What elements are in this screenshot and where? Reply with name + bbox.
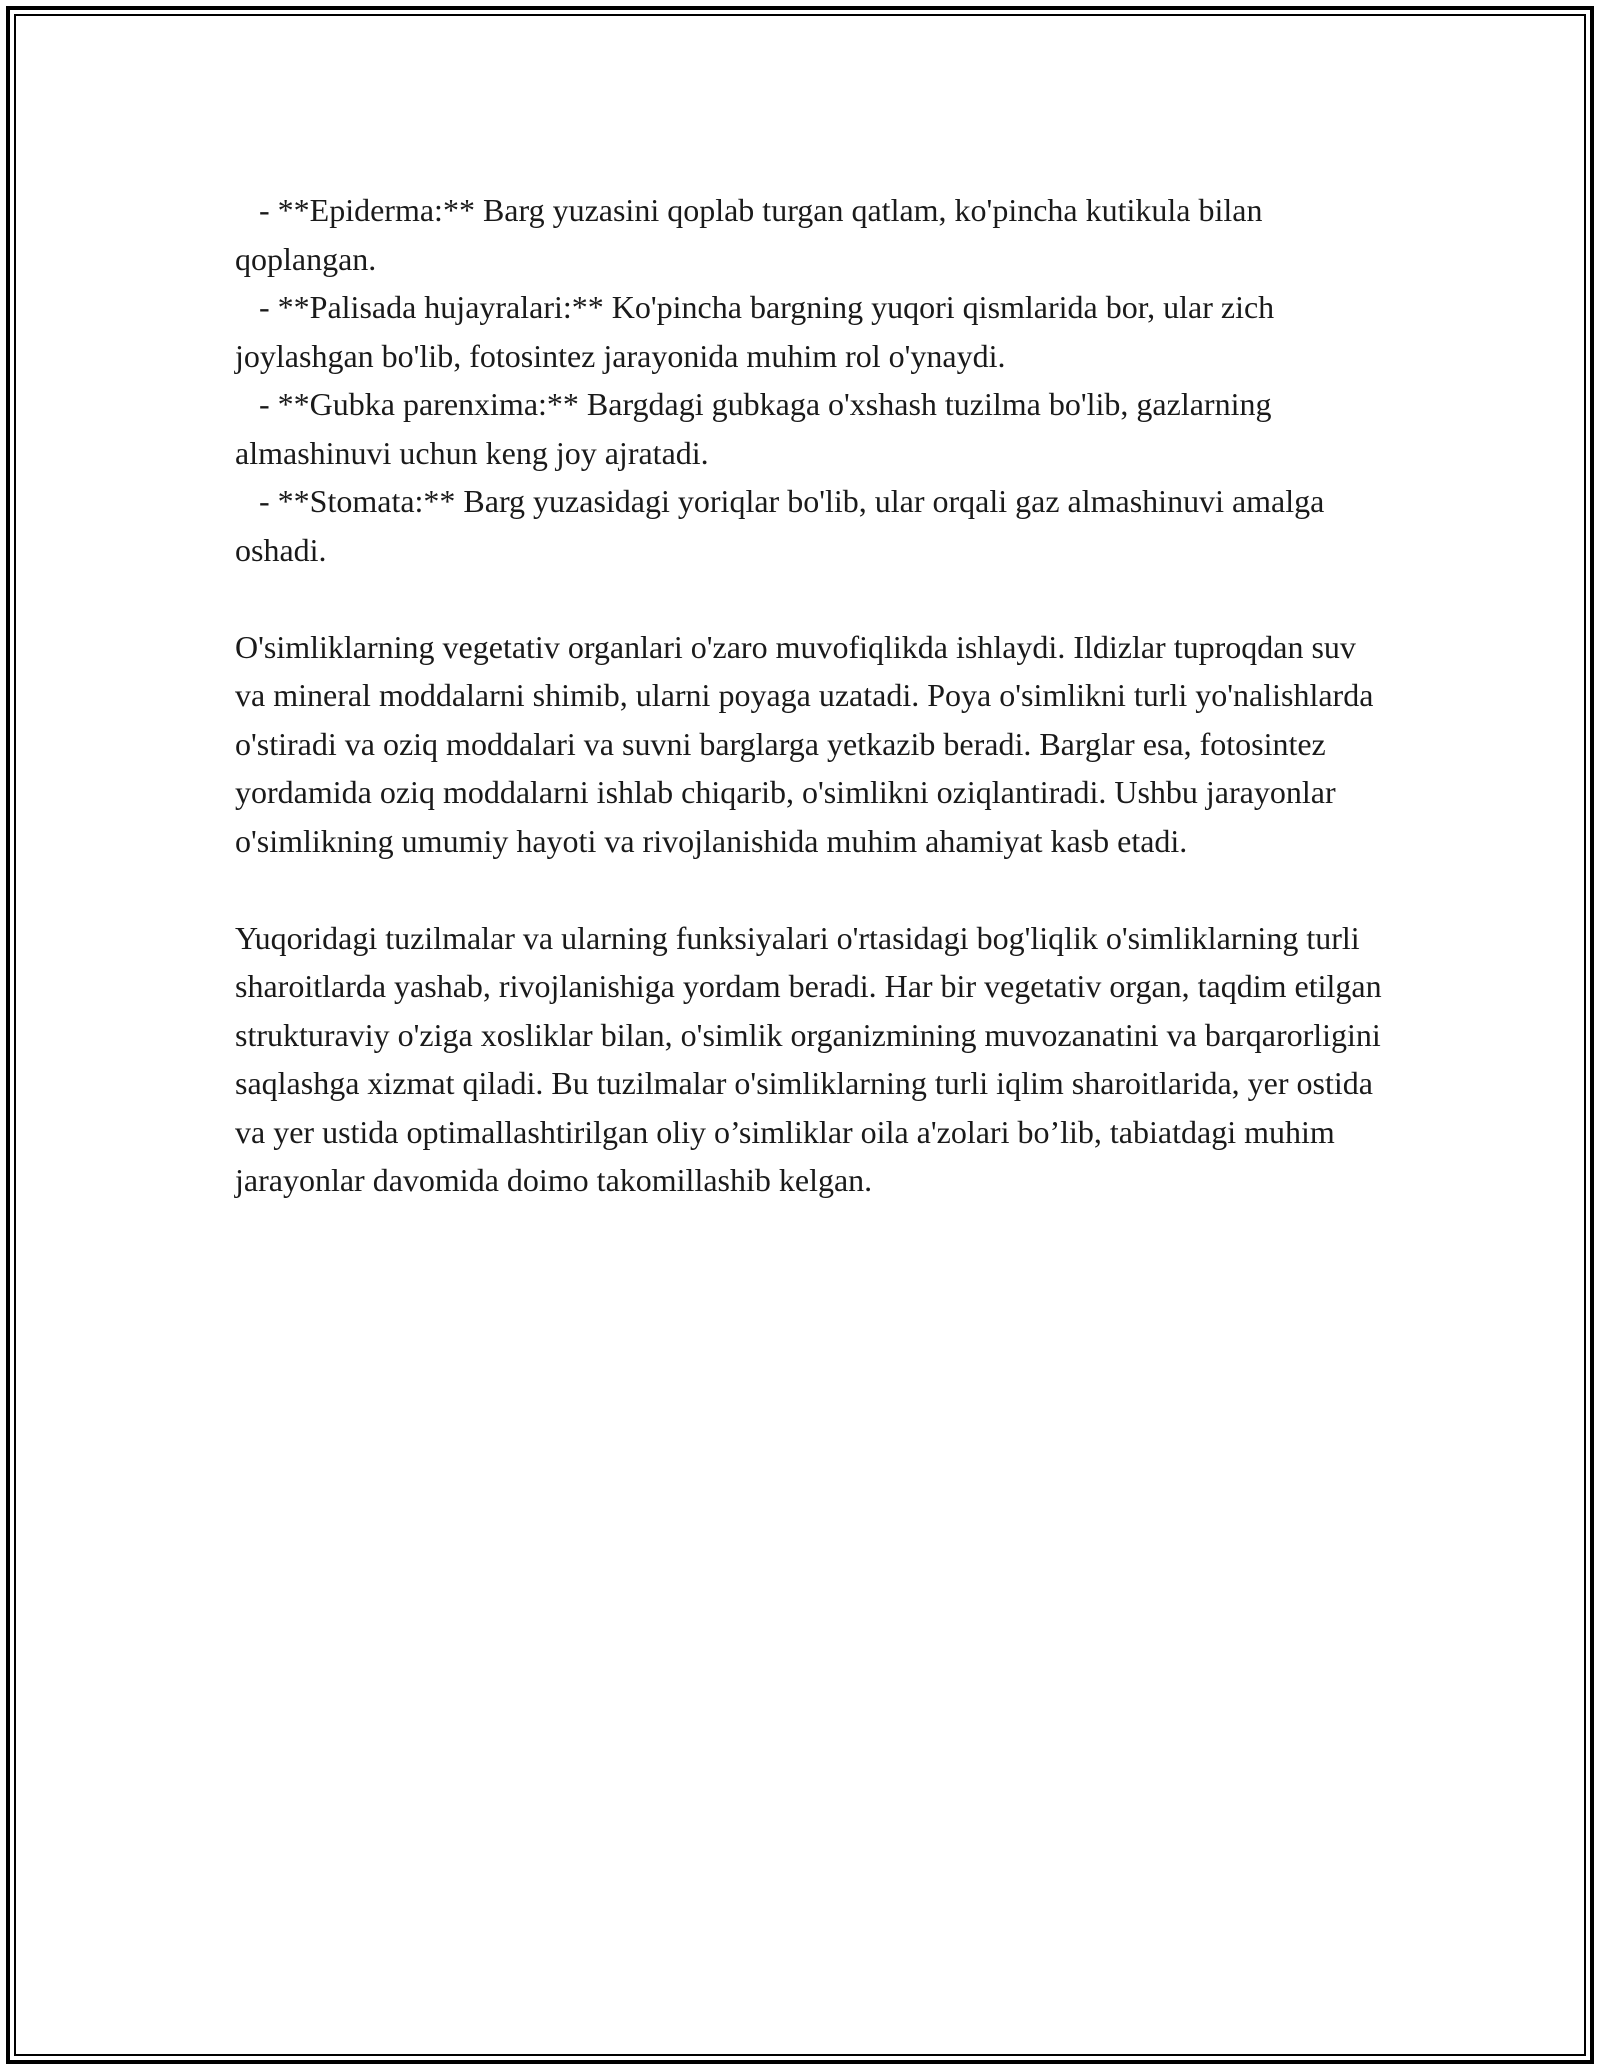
leaf-structure-list [235,186,1385,574]
bullet-epiderma: - **Epiderma:** Barg yuzasini qoplab turgan qatlam, ko'pincha kutikula bilan qoplangan. [235,192,1271,277]
paragraph-spacer [235,574,1385,623]
bullet-palisada: - **Palisada hujayralari:** Ko'pincha bargning yuqori qismlarida bor, ular zich joylashgan bo'lib, fotosintez jarayonida muhim rol o'ynaydi. [235,289,1283,374]
paragraph-structures-conclusion: Yuqoridagi tuzilmalar va ularning funksiyalari o'rtasidagi bog'liqlik o'simliklarning turli sharoitlarda yashab, rivojlanishiga yordam beradi. Har bir vegetativ organ, taqdim etilgan strukturaviy o'ziga xosliklar bilan, o'simlik organizmining muvozanatini va barqarorligini saqlashga xizmat qiladi. Bu tuzilmalar o'simliklarning turli iqlim sharoitlarida, yer ostida va yer ustida optimallashtirilgan oliy o’simliklar oila a'zolari bo’lib, tabiatdagi muhim jarayonlar davomida doimo takomillashib kelgan. [235,919,1382,1198]
bullet-stomata: - **Stomata:** Barg yuzasidagi yoriqlar bo'lib, ular orqali gaz almashinuvi amalga oshadi. [235,483,1333,568]
bullet-gubka-parenxima: - **Gubka parenxima:** Bargdagi gubkaga o'xshash tuzilma bo'lib, gazlarning almashinuvi uchun keng joy ajratadi. [235,386,1280,471]
document-body [235,186,1385,1205]
paragraph-spacer [235,865,1385,914]
paragraph-vegetative-organs: O'simliklarning vegetativ organlari o'zaro muvofiqlikda ishlaydi. Ildizlar tuproqdan suv va mineral moddalarni shimib, ularni poyaga uzatadi. Poya o'simlikni turli yo'nalishlarda o'stiradi va oziq moddalari va suvni barglarga yetkazib beradi. Barglar esa, fotosintez yordamida oziq moddalarni ishlab chiqarib, o'simlikni oziqlantiradi. Ushbu jarayonlar o'simlikning umumiy hayoti va rivojlanishida muhim ahamiyat kasb etadi. [235,628,1374,859]
